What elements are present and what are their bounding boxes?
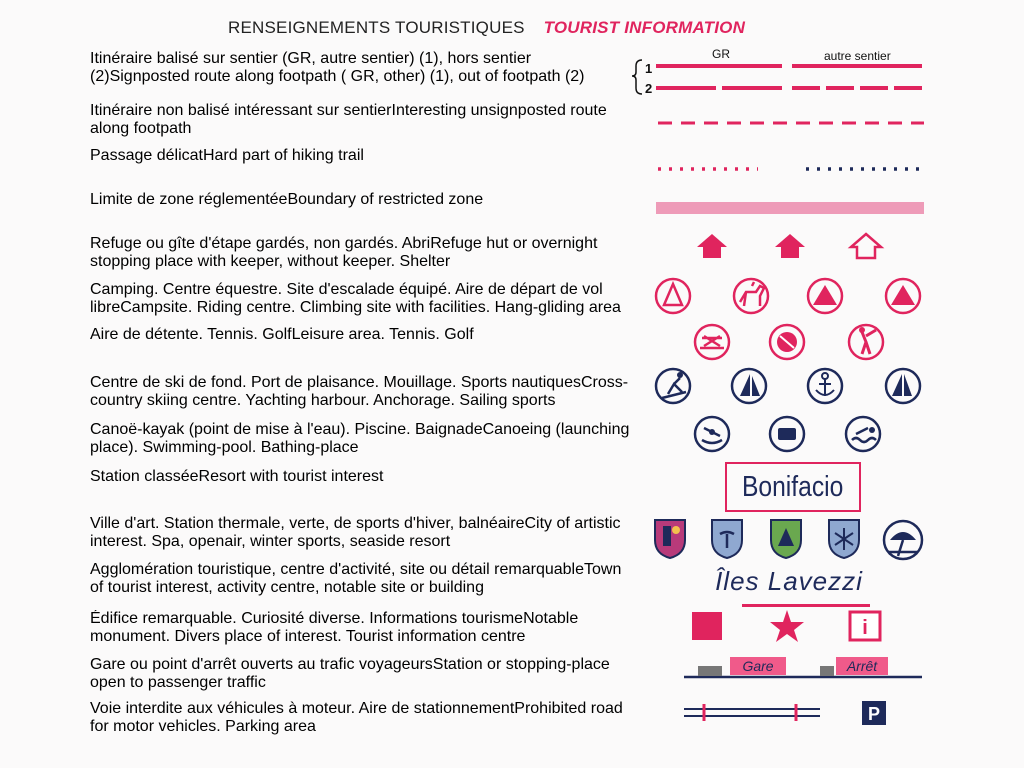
legend-label-fr: Voie interdite aux véhicules à moteur. Aire de stationnement [90,700,515,717]
climbing-icon [808,279,842,313]
sailing-icon [886,369,920,403]
tourist-town-name: Îles Lavezzi [715,566,863,596]
harbour-icon [732,369,766,403]
green-resort-icon [771,520,801,558]
resort-name-box [725,462,861,512]
ski-icon [656,369,690,403]
legend-label-en: Resort with tourist interest [198,468,384,485]
legend-label-fr: Passage délicat [90,147,203,164]
refuge-guarded-icon [697,234,727,258]
legend-label-fr: Camping. Centre équestre. Site d'escalade équipé. Aire de départ de vol libre [90,281,603,316]
stop-building [820,666,834,676]
legend-label-fr: Gare ou point d'arrêt ouverts au trafic voyageurs [90,656,433,673]
legend-label-en: Campsite. Riding centre. Climbing site with facilities. Hang-gliding area [120,299,621,316]
legend-label-fr: Station classée [90,468,199,485]
legend-label-fr: Agglomération touristique, centre d'activité, site ou détail remarquable [90,561,584,578]
gr-label: GR [712,47,730,61]
resort-name: Bonifacio [742,470,844,503]
legend-label-en: Interesting unsignposted route along footpath [90,102,607,137]
route-num-2: 2 [645,81,653,96]
refuge-unguarded-icon [775,234,805,258]
legend-label-fr: Itinéraire balisé sur sentier (GR, autre sentier) (1), hors sentier (2) [90,50,532,85]
legend-label-fr: Itinéraire non balisé intéressant sur sentier [90,102,392,119]
legend-label-fr: Refuge ou gîte d'étape gardés, non gardés. Abri [90,235,431,252]
canoe-icon [695,417,729,451]
legend-label-en: Notable monument. Divers place of interest. Tourist information centre [90,610,579,645]
legend-label-en: City of artistic interest. Spa, openair, winter sports, seaside resort [90,515,621,550]
tennis-icon [770,325,804,359]
stop-label: Arrêt [836,657,888,675]
legend-label-en: Cross-country skiing centre. Yachting harbour. Anchorage. Sailing sports [90,374,629,409]
art-city-icon [655,520,685,558]
legend-label-en: Leisure area. Tennis. Golf [291,326,474,343]
legend-label-fr: Canoë-kayak (point de mise à l'eau). Piscine. Baignade [90,421,483,438]
star-icon [770,610,804,642]
pool-icon [770,417,804,451]
legend-label-en: Prohibited road for motor vehicles. Parking area [90,700,623,735]
hang-gliding-icon [886,279,920,313]
monument-icon [692,612,722,640]
legend-label-fr: Aire de détente. Tennis. Golf [90,326,292,343]
tourist-town-underline [742,604,870,607]
restricted-zone-band [656,202,924,214]
route-bracket [632,60,642,94]
legend-label-en: Station or stopping-place open to passenger traffic [90,656,610,691]
legend-label-en: Refuge hut or overnight stopping place with keeper, without keeper. Shelter [90,235,598,270]
legend-label-en: Town of tourist interest, activity centre, notable site or building [90,561,622,596]
station-building [698,666,722,676]
camping-icon [656,279,690,313]
station-label: Gare [730,657,786,675]
legend-label-fr: Ville d'art. Station thermale, verte, de sports d'hiver, balnéaire [90,515,525,532]
title-french: RENSEIGNEMENTS TOURISTIQUES [228,18,525,37]
legend-label-fr: Édifice remarquable. Curiosité diverse. Informations tourisme [90,610,524,627]
riding-icon [734,279,768,313]
title-english: TOURIST INFORMATION [543,18,746,37]
winter-sports-icon [829,520,859,558]
info-letter: i [862,617,868,639]
shelter-icon [851,234,881,258]
route-num-1: 1 [645,61,653,76]
legend-label-fr: Centre de ski de fond. Port de plaisance. Mouillage. Sports nautiques [90,374,581,391]
leisure-icon [695,325,729,359]
legend-label-en: Signposted route along footpath ( GR, other) (1), out of footpath (2) [109,68,585,85]
legend-label-fr: Limite de zone réglementée [90,191,288,208]
parking-letter: P [867,704,881,724]
seaside-icon [884,521,922,559]
other-path-label: autre sentier [824,49,891,63]
legend-label-en: Boundary of restricted zone [287,191,484,208]
swimming-icon [846,417,880,451]
legend-label-en: Canoeing (launching place). Swimming-pool. Bathing-place [90,421,630,456]
legend-label-en: Hard part of hiking trail [202,147,364,164]
golf-icon [849,325,883,359]
anchor-icon [808,369,842,403]
spa-icon [712,520,742,558]
